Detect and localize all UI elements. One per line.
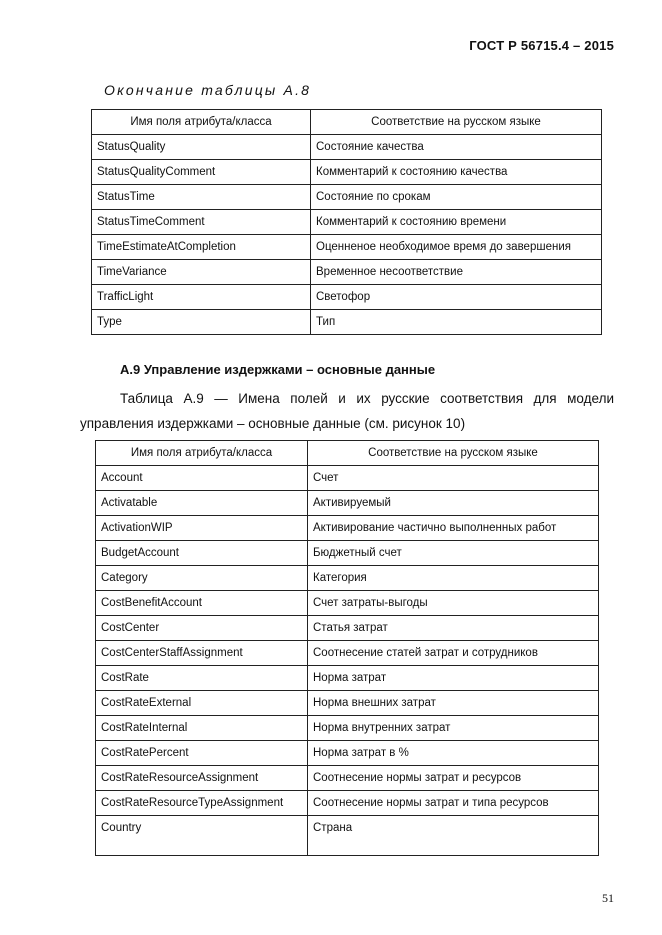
field-name-cell: Country — [96, 816, 308, 856]
table-row — [96, 741, 599, 766]
russian-cell: Состояние по срокам — [311, 185, 602, 210]
field-name-cell: CostCenter — [96, 616, 308, 641]
field-name-cell: CostRate — [96, 666, 308, 691]
column-header-field-name: Имя поля атрибута/класса — [96, 441, 308, 466]
field-name-cell: StatusQualityComment — [92, 160, 311, 185]
table-row — [92, 260, 602, 285]
column-header-russian: Соответствие на русском языке — [308, 441, 599, 466]
russian-cell: Соотнесение нормы затрат и типа ресурсов — [308, 791, 599, 816]
table-header-row — [92, 110, 602, 135]
field-name-cell: StatusTimeComment — [92, 210, 311, 235]
table-row — [96, 666, 599, 691]
field-name-cell: CostCenterStaffAssignment — [96, 641, 308, 666]
table-row — [92, 285, 602, 310]
russian-cell: Бюджетный счет — [308, 541, 599, 566]
table-row — [96, 566, 599, 591]
field-name-cell: CostRateResourceAssignment — [96, 766, 308, 791]
column-header-russian: Соответствие на русском языке — [311, 110, 602, 135]
field-name-cell: Type — [92, 310, 311, 335]
russian-cell: Норма затрат в % — [308, 741, 599, 766]
table-row — [96, 466, 599, 491]
table-a9 — [95, 440, 599, 856]
table-row — [96, 641, 599, 666]
table-caption: Таблица А.9 — Имена полей и их русские соответствия для модели управления издержками – основные данные (см. рисунок 10) — [80, 391, 614, 431]
table-row — [96, 516, 599, 541]
field-name-cell: Account — [96, 466, 308, 491]
russian-cell: Норма внутренних затрат — [308, 716, 599, 741]
table-row — [92, 160, 602, 185]
table-row — [96, 591, 599, 616]
field-name-cell: CostRatePercent — [96, 741, 308, 766]
russian-cell: Состояние качества — [311, 135, 602, 160]
russian-cell: Тип — [311, 310, 602, 335]
field-name-cell: CostBenefitAccount — [96, 591, 308, 616]
page-number: 51 — [602, 891, 614, 905]
field-name-cell: CostRateExternal — [96, 691, 308, 716]
table-row — [96, 491, 599, 516]
table-header-row — [96, 441, 599, 466]
table-a8 — [91, 109, 602, 335]
table-row — [92, 310, 602, 335]
russian-cell: Светофор — [311, 285, 602, 310]
russian-cell: Статья затрат — [308, 616, 599, 641]
section-heading: А.9 Управление издержками – основные данные — [120, 362, 436, 377]
table-row — [96, 541, 599, 566]
russian-cell: Счет затраты-выгоды — [308, 591, 599, 616]
table-row — [96, 691, 599, 716]
document-header: ГОСТ Р 56715.4 – 2015 — [469, 38, 614, 53]
table-row — [96, 616, 599, 641]
field-name-cell: TimeVariance — [92, 260, 311, 285]
field-name-cell: TrafficLight — [92, 285, 311, 310]
russian-cell: Оценненое необходимое время до завершения — [311, 235, 602, 260]
table-row — [92, 135, 602, 160]
table-row — [96, 716, 599, 741]
field-name-cell: CostRateResourceTypeAssignment — [96, 791, 308, 816]
table-row — [96, 766, 599, 791]
column-header-field-name: Имя поля атрибута/класса — [92, 110, 311, 135]
table-row — [96, 791, 599, 816]
table-row — [92, 185, 602, 210]
table-row — [96, 816, 599, 856]
field-name-cell: BudgetAccount — [96, 541, 308, 566]
table-row — [92, 210, 602, 235]
russian-cell: Активируемый — [308, 491, 599, 516]
field-name-cell: ActivationWIP — [96, 516, 308, 541]
russian-cell: Комментарий к состоянию времени — [311, 210, 602, 235]
russian-cell: Активирование частично выполненных работ — [308, 516, 599, 541]
russian-cell: Норма затрат — [308, 666, 599, 691]
table-row — [92, 235, 602, 260]
field-name-cell: CostRateInternal — [96, 716, 308, 741]
field-name-cell: Activatable — [96, 491, 308, 516]
russian-cell: Временное несоответствие — [311, 260, 602, 285]
russian-cell: Счет — [308, 466, 599, 491]
russian-cell: Соотнесение нормы затрат и ресурсов — [308, 766, 599, 791]
field-name-cell: Category — [96, 566, 308, 591]
russian-cell: Норма внешних затрат — [308, 691, 599, 716]
field-name-cell: TimeEstimateAtCompletion — [92, 235, 311, 260]
russian-cell: Соотнесение статей затрат и сотрудников — [308, 641, 599, 666]
table-continuation-title: Окончание таблицы А.8 — [104, 82, 312, 98]
russian-cell: Категория — [308, 566, 599, 591]
russian-cell: Страна — [308, 816, 599, 856]
russian-cell: Комментарий к состоянию качества — [311, 160, 602, 185]
field-name-cell: StatusTime — [92, 185, 311, 210]
field-name-cell: StatusQuality — [92, 135, 311, 160]
